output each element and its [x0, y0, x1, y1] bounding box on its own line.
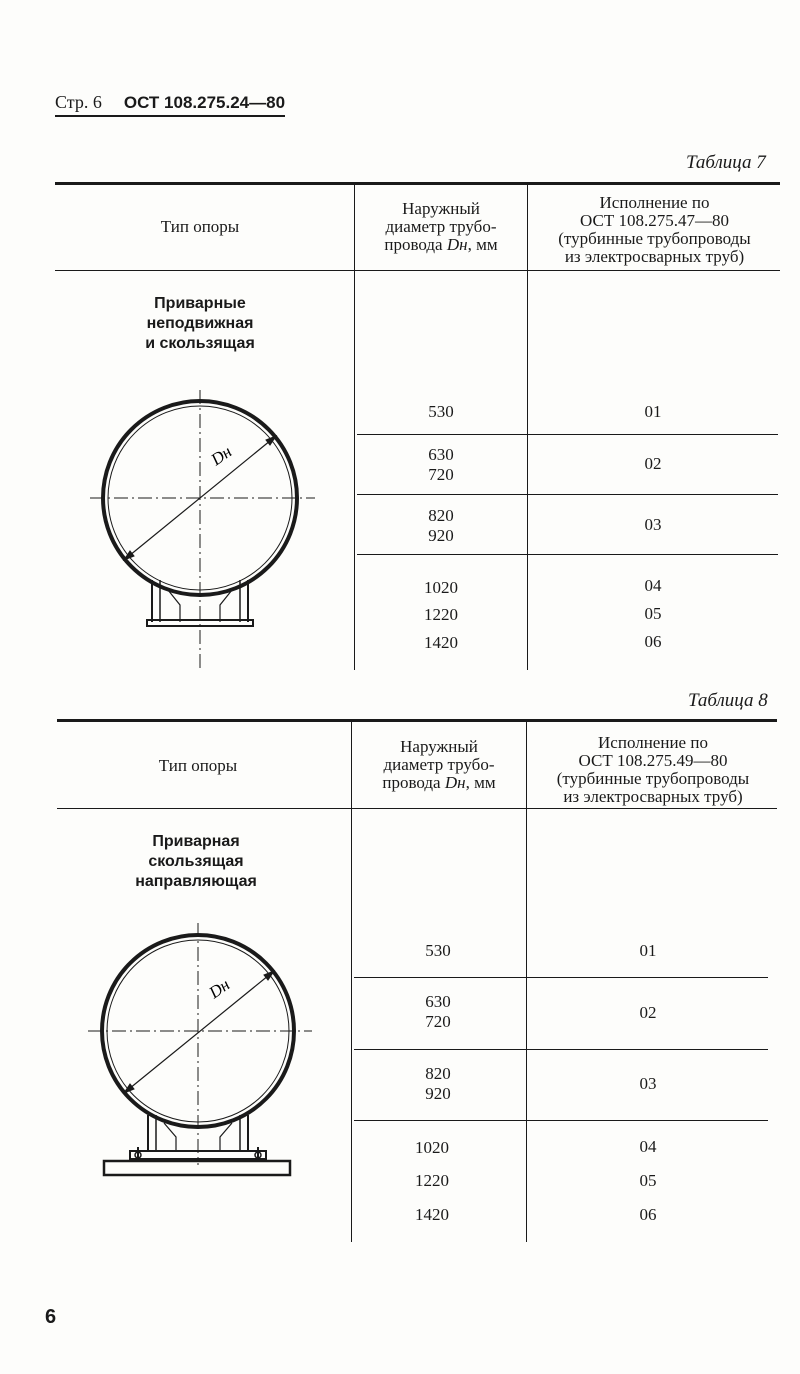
table-7-header-rule — [55, 270, 780, 271]
execution-code: 02 — [639, 1003, 657, 1022]
table-7-col-support: Тип опоры — [160, 217, 240, 236]
standard-number: ОСТ 108.275.24—80 — [123, 93, 286, 112]
fixed-sliding-support-diagram — [80, 380, 330, 680]
table-7-row-divider — [357, 554, 778, 555]
execution-code: 03 — [644, 515, 662, 534]
diameter-value: 820 — [428, 506, 454, 525]
diameter-value: 1220 — [424, 605, 458, 624]
execution-code: 04 — [644, 576, 662, 595]
table-8-col-support: Тип опоры — [158, 756, 238, 775]
table-8-row-divider — [354, 1120, 768, 1121]
execution-code: 02 — [644, 454, 662, 473]
table-7-caption: Таблица 7 — [686, 152, 766, 173]
diameter-value: 920 — [428, 526, 454, 545]
table-7-support-type: Приварные неподвижная и скользящая — [145, 295, 255, 352]
diameter-label: Dн — [207, 441, 236, 470]
table-8-row-divider — [354, 1049, 768, 1050]
table-8-caption: Таблица 8 — [688, 690, 768, 711]
diameter-value: 720 — [428, 465, 454, 484]
table-8-col-execution: Исполнение по ОСТ 108.275.49—80 (турбинные трубопроводы из электросварных труб) — [556, 733, 750, 806]
diameter-value: 1020 — [424, 578, 458, 597]
page-header — [55, 92, 285, 117]
diameter-value: 1220 — [415, 1171, 449, 1190]
table-8-row-divider — [354, 977, 768, 978]
diameter-label: Dн — [205, 974, 234, 1003]
page-label: Стр. 6 — [55, 92, 102, 112]
table-8-col-divider-1 — [351, 722, 352, 1242]
diameter-value: 1420 — [415, 1205, 449, 1224]
table-8-header-rule — [57, 808, 777, 809]
diameter-line — [124, 971, 274, 1093]
table-7-col-diameter: Наружный диаметр трубо- провода Dн, мм — [384, 199, 498, 254]
table-7-row-divider — [357, 434, 778, 435]
table-7-top-rule — [55, 182, 780, 185]
table-7-col-execution: Исполнение по ОСТ 108.275.47—80 (турбинные трубопроводы из электросварных труб) — [558, 193, 751, 266]
diameter-value: 720 — [425, 1012, 451, 1031]
diameter-value: 1020 — [415, 1138, 449, 1157]
diameter-value: 630 — [428, 445, 454, 464]
execution-code: 05 — [639, 1171, 657, 1190]
table-7-col-divider-2 — [527, 185, 528, 670]
execution-code: 06 — [644, 632, 662, 651]
table-7-col-divider-1 — [354, 185, 355, 670]
execution-code: 04 — [639, 1137, 657, 1156]
diameter-value: 920 — [425, 1084, 451, 1103]
diameter-value: 630 — [425, 992, 451, 1011]
page-number: 6 — [45, 1306, 57, 1328]
diameter-value: 1420 — [424, 633, 458, 652]
table-8-top-rule — [57, 719, 777, 722]
execution-code: 05 — [644, 604, 662, 623]
table-8-col-diameter: Наружный диаметр трубо- провода Dн, мм — [382, 737, 496, 792]
table-7-row-divider — [357, 494, 778, 495]
diameter-value: 820 — [425, 1064, 451, 1083]
diameter-value: 530 — [428, 402, 454, 421]
diameter-value: 530 — [425, 941, 451, 960]
execution-code: 06 — [639, 1205, 657, 1224]
guided-sliding-support-diagram — [80, 915, 330, 1205]
execution-code: 01 — [644, 402, 662, 421]
execution-code: 01 — [639, 941, 657, 960]
execution-code: 03 — [639, 1074, 657, 1093]
table-8-support-type: Приварная скользящая направляющая — [135, 833, 257, 890]
table-8-col-divider-2 — [526, 722, 527, 1242]
